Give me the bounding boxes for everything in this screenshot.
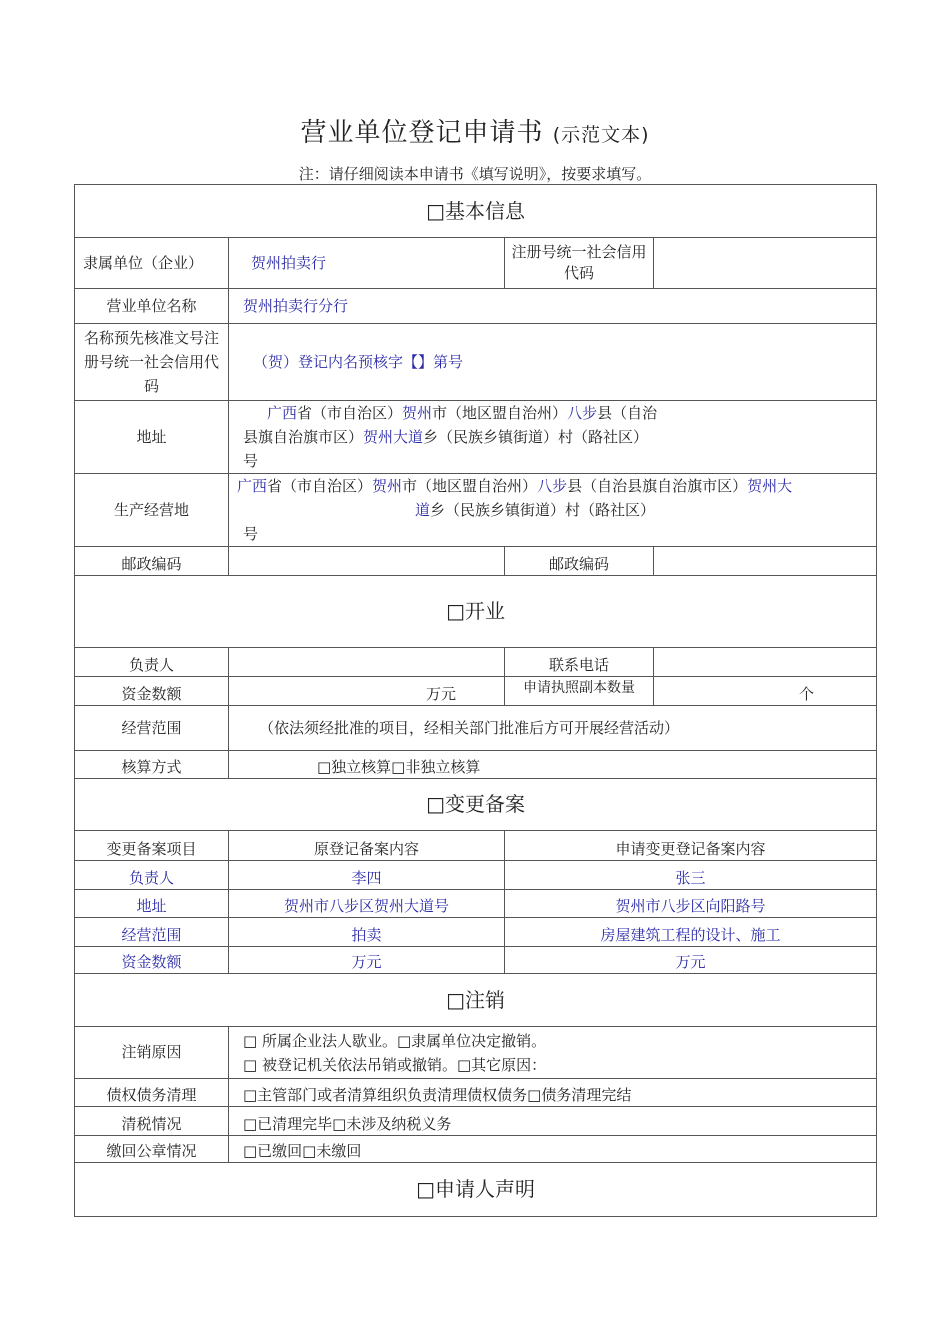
- address-city: 贺州: [402, 404, 433, 422]
- change-row-original[interactable]: 李四: [229, 861, 505, 890]
- title-suffix: (示范文本): [552, 124, 650, 146]
- copies-label: 申请执照副本数量: [505, 677, 654, 706]
- address-text: 省（市自治区）: [297, 404, 403, 422]
- cancel-reason-options[interactable]: [229, 1027, 877, 1079]
- preapproval-label: 名称预先核准文号注册号统一社会信用代码: [75, 324, 229, 401]
- address-text: 市（地区盟自治州）: [432, 404, 568, 422]
- section-opening: □开业: [75, 576, 877, 648]
- reg-code-value[interactable]: [654, 238, 877, 289]
- change-row-item: 地址: [75, 890, 229, 918]
- cancel-reason-line: □ 所属企业法人歇业。□隶属单位决定撤销。: [243, 1031, 547, 1050]
- debt-clearing-label: 债权债务清理: [75, 1079, 229, 1107]
- debt-clearing-options[interactable]: □主管部门或者清算组织负责清理债权债务□债务清理完结: [229, 1079, 877, 1107]
- change-col-original: 原登记备案内容: [229, 831, 505, 861]
- unit-name-value[interactable]: 贺州拍卖行分行: [229, 289, 877, 324]
- prod-text: 县（自治县旗自治旗市区）: [567, 477, 748, 495]
- manager-value[interactable]: [229, 648, 505, 677]
- unit-name-label: 营业单位名称: [75, 289, 229, 324]
- section-change-filing: □变更备案: [75, 779, 877, 831]
- address-road: 贺州大道: [363, 428, 424, 446]
- prod-road-part2: 道: [415, 501, 431, 519]
- accounting-options[interactable]: □独立核算□非独立核算: [229, 751, 877, 779]
- production-site-value[interactable]: [229, 474, 877, 547]
- address-value[interactable]: [229, 401, 877, 474]
- cancel-reason-line: □ 被登记机关依法吊销或撤销。□其它原因：: [243, 1055, 547, 1074]
- address-text: 乡（民族乡镇街道）村（路社区）: [423, 428, 649, 446]
- title-main: 营业单位登记申请书: [300, 118, 544, 148]
- seal-return-label: 缴回公章情况: [75, 1136, 229, 1163]
- section-cancellation: □注销: [75, 974, 877, 1027]
- address-text: 县（自治: [597, 404, 658, 422]
- prod-province: 广西: [237, 477, 268, 495]
- accounting-label: 核算方式: [75, 751, 229, 779]
- phone-label: 联系电话: [505, 648, 654, 677]
- prod-text: 省（市自治区）: [267, 477, 373, 495]
- capital-label: 资金数额: [75, 677, 229, 706]
- change-row-new[interactable]: 贺州市八步区向阳路号: [505, 890, 877, 918]
- fill-note: 注：请仔细阅读本申请书《填写说明》，按要求填写。: [298, 165, 652, 183]
- address-label: 地址: [75, 401, 229, 474]
- change-row-original[interactable]: 万元: [229, 947, 505, 974]
- prod-city: 贺州: [372, 477, 403, 495]
- reg-code-label: 注册号统一社会信用代码: [505, 238, 654, 289]
- application-form: [74, 184, 877, 1217]
- postal-code-label-2: 邮政编码: [505, 547, 654, 576]
- scope-value[interactable]: （依法须经批准的项目，经相关部门批准后方可开展经营活动）: [229, 706, 877, 751]
- address-province: 广西: [267, 404, 298, 422]
- change-row-item: 负责人: [75, 861, 229, 890]
- manager-label: 负责人: [75, 648, 229, 677]
- postal-code-label: 邮政编码: [75, 547, 229, 576]
- address-county: 八步: [567, 404, 598, 422]
- change-row-new[interactable]: 万元: [505, 947, 877, 974]
- postal-code-value-2[interactable]: [654, 547, 877, 576]
- change-row-new[interactable]: 房屋建筑工程的设计、施工: [505, 918, 877, 947]
- change-row-item: 经营范围: [75, 918, 229, 947]
- page-title: [0, 112, 950, 149]
- capital-unit: 万元: [425, 685, 456, 703]
- prod-road-part1: 贺州大: [747, 477, 793, 495]
- change-row-new[interactable]: 张三: [505, 861, 877, 890]
- parent-unit-label: 隶属单位（企业）: [75, 238, 229, 289]
- prod-text: 乡（民族乡镇街道）村（路社区）: [430, 501, 656, 519]
- copies-unit: 个: [799, 685, 815, 703]
- address-text: 县旗自治旗市区）: [243, 428, 364, 446]
- prod-text: 市（地区盟自治州）: [402, 477, 538, 495]
- parent-unit-value[interactable]: 贺州拍卖行: [229, 238, 505, 289]
- change-row-item: 资金数额: [75, 947, 229, 974]
- tax-clearing-options[interactable]: □已清理完毕□未涉及纳税义务: [229, 1107, 877, 1136]
- section-basic-info: □基本信息: [75, 185, 877, 238]
- capital-value[interactable]: [229, 677, 505, 706]
- seal-return-options[interactable]: □已缴回□未缴回: [229, 1136, 877, 1163]
- change-row-original[interactable]: 拍卖: [229, 918, 505, 947]
- tax-clearing-label: 清税情况: [75, 1107, 229, 1136]
- section-applicant-declaration: □申请人声明: [75, 1163, 877, 1217]
- scope-label: 经营范围: [75, 706, 229, 751]
- cancel-reason-label: 注销原因: [75, 1027, 229, 1079]
- phone-value[interactable]: [654, 648, 877, 677]
- address-number: 号: [243, 452, 259, 470]
- change-col-item: 变更备案项目: [75, 831, 229, 861]
- change-col-new: 申请变更登记备案内容: [505, 831, 877, 861]
- copies-value[interactable]: [654, 677, 877, 706]
- postal-code-value[interactable]: [229, 547, 505, 576]
- change-row-original[interactable]: 贺州市八步区贺州大道号: [229, 890, 505, 918]
- prod-county: 八步: [537, 477, 568, 495]
- production-site-label: 生产经营地: [75, 474, 229, 547]
- prod-number: 号: [243, 525, 259, 543]
- preapproval-value[interactable]: （贺）登记内名预核字【】第号: [229, 324, 877, 401]
